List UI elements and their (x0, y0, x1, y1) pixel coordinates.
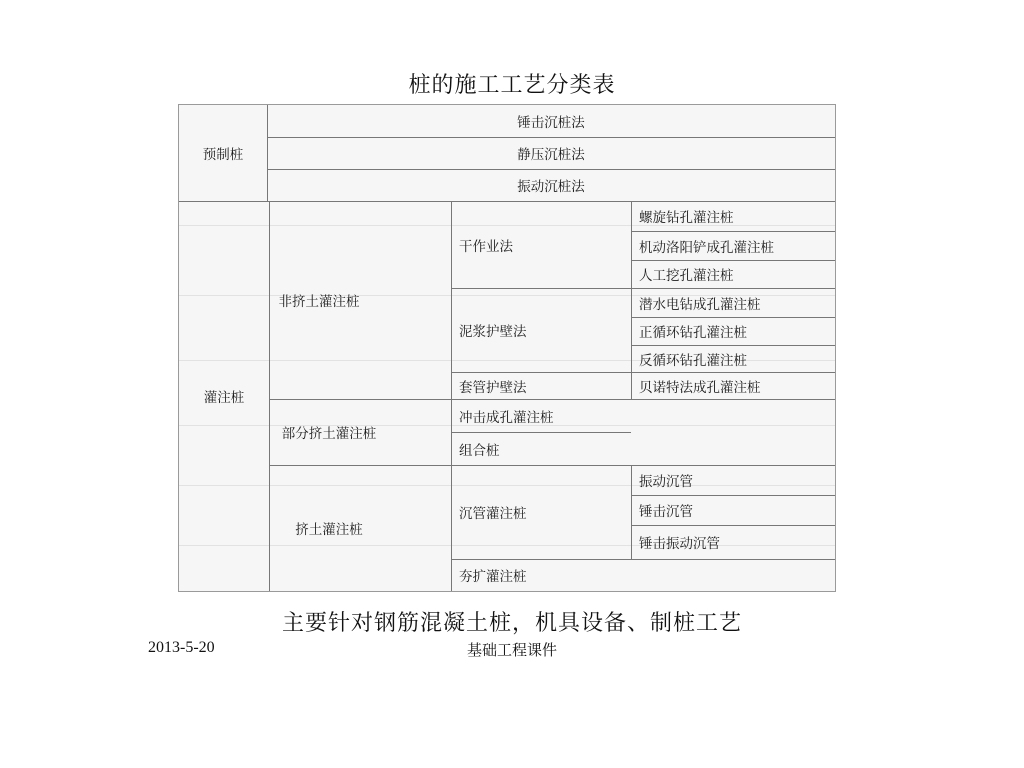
footer-date: 2013-5-20 (148, 639, 215, 656)
detail-vibratory-tube: 振动沉管 (639, 474, 693, 490)
table-title: 桩的施工工艺分类表 (408, 73, 616, 98)
non-displacement-pile-label: 非挤土灌注桩 (278, 294, 360, 310)
impact-bored-pile: 冲击成孔灌注桩 (459, 409, 554, 426)
detail-submersible-drill: 潜水电钻成孔灌注桩 (639, 296, 761, 313)
detail-manual-dug: 人工挖孔灌注桩 (639, 268, 734, 284)
detail-spiral-bored: 螺旋钻孔灌注桩 (639, 210, 734, 226)
tube-sinking-pile-method: 沉管灌注桩 (459, 506, 527, 522)
precast-pile-label: 预制桩 (202, 147, 244, 163)
partial-displacement-pile-label: 部分挤土灌注桩 (281, 426, 377, 442)
slide-caption: 主要针对钢筋混凝土桩，机具设备、制桩工艺 (281, 611, 742, 636)
footer-course-name: 基础工程课件 (466, 641, 557, 659)
detail-reverse-circulation: 反循环钻孔灌注桩 (639, 352, 747, 369)
expanded-base-pile: 夯扩灌注桩 (459, 569, 527, 585)
pile-construction-table (178, 104, 836, 592)
mud-wall-method: 泥浆护壁法 (459, 324, 527, 340)
dry-work-method: 干作业法 (459, 238, 513, 255)
precast-method-vibration: 振动沉桩法 (517, 179, 585, 195)
detail-hammer-tube: 锤击沉管 (639, 504, 693, 520)
detail-luoyang-shovel: 机动洛阳铲成孔灌注桩 (639, 239, 774, 256)
displacement-pile-label: 挤土灌注桩 (295, 522, 363, 538)
detail-benoto: 贝诺特法成孔灌注桩 (639, 379, 761, 396)
cast-in-place-pile-label: 灌注桩 (203, 390, 245, 406)
detail-direct-circulation: 正循环钻孔灌注桩 (639, 325, 747, 341)
composite-pile: 组合桩 (459, 442, 500, 459)
casing-wall-method: 套管护壁法 (459, 379, 527, 396)
detail-hammer-vibratory-tube: 锤击振动沉管 (639, 536, 720, 552)
precast-method-hammer: 锤击沉桩法 (517, 115, 585, 131)
precast-method-static: 静压沉桩法 (517, 147, 585, 163)
